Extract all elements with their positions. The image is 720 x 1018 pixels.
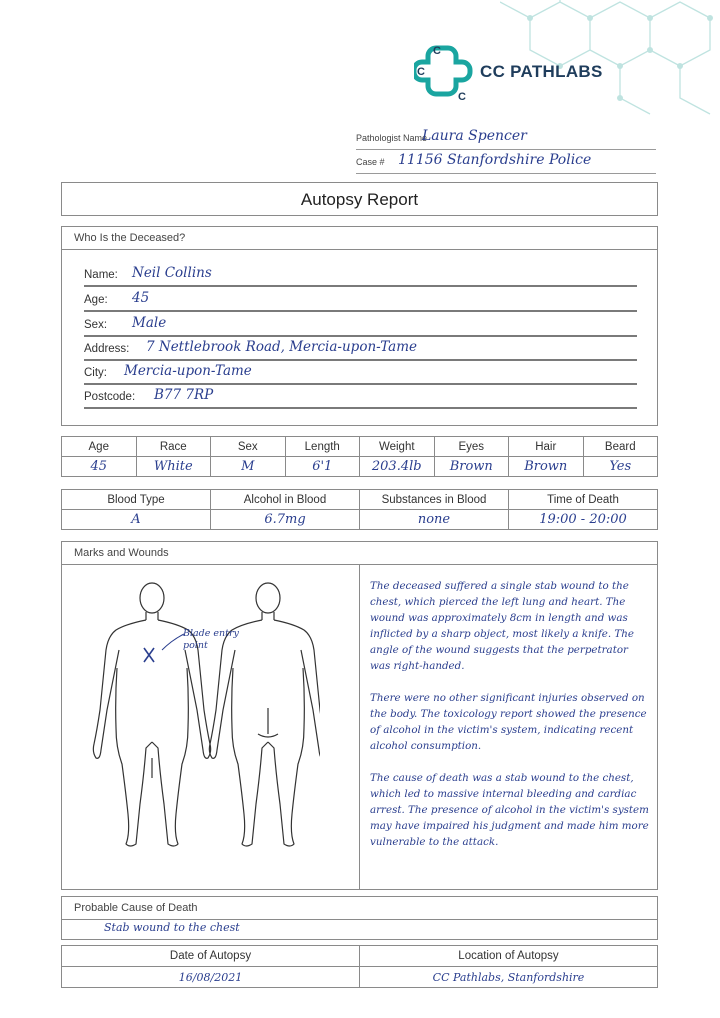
blood-table bbox=[61, 489, 658, 530]
deceased-heading-bar bbox=[62, 227, 657, 250]
name-field bbox=[84, 263, 637, 287]
wound-annotation: Blade entry point bbox=[183, 628, 239, 651]
city-field bbox=[84, 361, 637, 385]
name-label: Name: bbox=[84, 269, 118, 281]
brand-name: CC PATHLABS bbox=[480, 62, 603, 81]
blood-header: Blood Type bbox=[62, 490, 211, 510]
postcode-field bbox=[84, 385, 637, 409]
address-value: 7 Nettlebrook Road, Mercia-upon-Tame bbox=[146, 339, 418, 355]
marks-divider bbox=[359, 564, 360, 889]
city-label: City: bbox=[84, 367, 107, 379]
physical-value: Brown bbox=[509, 457, 584, 477]
cause-heading-bar bbox=[62, 897, 657, 920]
case-value: 11156 Stanfordshire Police bbox=[398, 152, 592, 168]
blood-header: Alcohol in Blood bbox=[211, 490, 360, 510]
sex-field bbox=[84, 313, 637, 337]
blood-value: A bbox=[62, 510, 211, 530]
pathologist-label: Pathologist Name bbox=[356, 133, 428, 143]
autopsy-value: 16/08/2021 bbox=[62, 967, 360, 988]
blood-value: none bbox=[360, 510, 509, 530]
narrative-paragraph: There were no other significant injuries observed on the body. The toxicology report showed the presence of alcohol in the victim's system, indicating recent alcohol consumption. bbox=[370, 692, 647, 752]
narrative-paragraph: The deceased suffered a single stab wound to the chest, which pierced the left lung and heart. The wound was approximately 8cm in length and was inflicted by a sharp object, most likely a knife. The angle of the wound suggests that the perpetrator was right-handed. bbox=[370, 580, 634, 672]
autopsy-header: Location of Autopsy bbox=[360, 946, 658, 967]
blood-value-row bbox=[62, 510, 658, 530]
physical-value: 6'1 bbox=[285, 457, 360, 477]
blood-value: 6.7mg bbox=[211, 510, 360, 530]
case-label: Case # bbox=[356, 157, 385, 167]
physical-table bbox=[61, 436, 658, 477]
city-value: Mercia-upon-Tame bbox=[124, 363, 252, 379]
physical-value: Brown bbox=[434, 457, 509, 477]
body-diagram bbox=[70, 578, 320, 878]
physical-header: Age bbox=[62, 437, 137, 457]
autopsy-value-row bbox=[62, 967, 658, 988]
marks-heading: Marks and Wounds bbox=[74, 547, 169, 559]
sex-value: Male bbox=[132, 315, 167, 331]
age-field bbox=[84, 288, 637, 312]
blood-header: Time of Death bbox=[509, 490, 658, 510]
physical-value: 203.4lb bbox=[360, 457, 435, 477]
address-field bbox=[84, 337, 637, 361]
pathologist-row bbox=[356, 127, 656, 150]
blood-value: 19:00 - 20:00 bbox=[509, 510, 658, 530]
deceased-heading: Who Is the Deceased? bbox=[74, 232, 186, 244]
physical-value: White bbox=[136, 457, 211, 477]
logo-letter-bottom: C bbox=[458, 91, 466, 102]
physical-value: Yes bbox=[583, 457, 658, 477]
address-label: Address: bbox=[84, 343, 130, 355]
physical-header: Hair bbox=[509, 437, 584, 457]
cause-heading: Probable Cause of Death bbox=[74, 902, 198, 914]
physical-header: Sex bbox=[211, 437, 286, 457]
blood-header: Substances in Blood bbox=[360, 490, 509, 510]
sex-label: Sex: bbox=[84, 319, 108, 331]
physical-header: Race bbox=[136, 437, 211, 457]
physical-value-row bbox=[62, 457, 658, 477]
blood-header-row bbox=[62, 490, 658, 510]
wound-narrative bbox=[370, 578, 650, 866]
autopsy-value: CC Pathlabs, Stanfordshire bbox=[360, 967, 658, 988]
deceased-section bbox=[61, 226, 658, 426]
pathologist-value: Laura Spencer bbox=[422, 128, 527, 144]
age-label: Age: bbox=[84, 294, 108, 306]
logo-letter-left: C bbox=[417, 66, 425, 78]
physical-header: Length bbox=[285, 437, 360, 457]
name-value: Neil Collins bbox=[132, 265, 212, 281]
cause-value: Stab wound to the chest bbox=[104, 921, 240, 934]
physical-value: M bbox=[211, 457, 286, 477]
title-box bbox=[61, 182, 658, 216]
physical-header-row bbox=[62, 437, 658, 457]
physical-header: Weight bbox=[360, 437, 435, 457]
narrative-paragraph: The cause of death was a stab wound to the chest, which led to massive internal bleeding and cardiac arrest. The presence of alcohol in the victim's system may have impaired his judgment and made him more vulnerable to the attack. bbox=[370, 772, 649, 848]
cause-section bbox=[61, 896, 658, 940]
physical-header: Beard bbox=[583, 437, 658, 457]
postcode-value: B77 7RP bbox=[154, 387, 214, 403]
age-value: 45 bbox=[132, 290, 150, 306]
front-figure bbox=[93, 583, 210, 846]
physical-header: Eyes bbox=[434, 437, 509, 457]
autopsy-header: Date of Autopsy bbox=[62, 946, 360, 967]
logo-letter-top: C bbox=[433, 45, 441, 57]
page-title: Autopsy Report bbox=[300, 190, 419, 209]
autopsy-table bbox=[61, 945, 658, 988]
postcode-label: Postcode: bbox=[84, 391, 136, 403]
wound-mark bbox=[144, 634, 184, 662]
case-row bbox=[356, 151, 656, 174]
autopsy-header-row bbox=[62, 946, 658, 967]
back-figure bbox=[209, 583, 320, 846]
physical-value: 45 bbox=[62, 457, 137, 477]
